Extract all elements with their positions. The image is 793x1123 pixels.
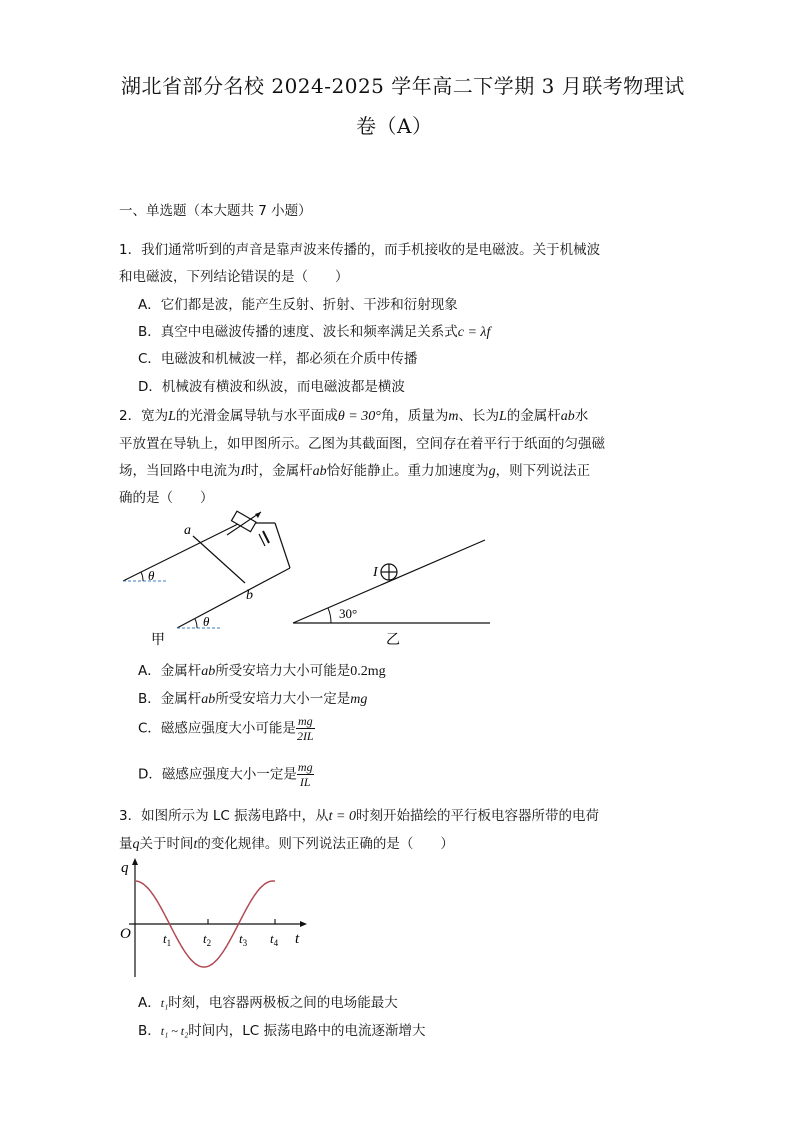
metal-rod-ab bbox=[193, 536, 245, 583]
page-title-line-2: 卷（A） bbox=[356, 114, 433, 138]
angle-30: 30° bbox=[339, 606, 358, 621]
q3-option-a: A．t₁时刻，电容器两极板之间的电场能最大 bbox=[138, 995, 398, 1011]
tick-t4: $t_4$ bbox=[270, 931, 279, 948]
tick-t2: $t_2$ bbox=[203, 931, 212, 948]
q3-graph bbox=[115, 855, 310, 985]
label-I: I bbox=[373, 565, 378, 580]
label-b: b bbox=[246, 588, 253, 603]
section-heading: 一、单选题（本大题共 7 小题） bbox=[119, 203, 312, 219]
q2-stem-line-4: 确的是（ ） bbox=[119, 490, 214, 506]
label-origin: O bbox=[120, 926, 131, 942]
tick-t3: $t_3$ bbox=[239, 931, 248, 948]
angle-theta-upper: θ bbox=[148, 568, 155, 583]
figure-jia bbox=[115, 508, 295, 648]
page-title-line-1: 湖北省部分名校 2024-2025 学年高二下学期 3 月联考物理试 bbox=[121, 74, 685, 98]
q1-stem-line-2: 和电磁波，下列结论错误的是（ ） bbox=[119, 269, 349, 285]
caption-yi: 乙 bbox=[386, 633, 400, 648]
rail-upper bbox=[123, 523, 240, 581]
label-t: t bbox=[295, 931, 300, 947]
q3-option-b: B．t₁ ~ t₂时间内，LC 振荡电路中的电流逐渐增大 bbox=[138, 1023, 426, 1039]
q1-option-a: A．它们都是波，能产生反射、折射、干涉和衍射现象 bbox=[138, 297, 458, 313]
q1-option-b: B．真空中电磁波传播的速度、波长和频率满足关系式c = λf bbox=[138, 324, 491, 340]
q3-stem-line-1: 3．如图所示为 LC 振荡电路中，从t = 0时刻开始描绘的平行板电容器所带的电荷 bbox=[119, 808, 599, 824]
caption-jia: 甲 bbox=[151, 633, 165, 648]
battery-icon bbox=[258, 531, 270, 546]
incline-line bbox=[293, 540, 485, 623]
q1-option-d: D．机械波有横波和纵波，而电磁波都是横波 bbox=[138, 379, 405, 395]
rheostat-icon bbox=[231, 511, 256, 532]
q2-stem-line-3: 场，当回路中电流为I时，金属杆ab恰好能静止。重力加速度为g，则下列说法正 bbox=[119, 463, 591, 479]
q1-stem-line-1: 1．我们通常听到的声音是靠声波来传播的，而手机接收的是电磁波。关于机械波 bbox=[119, 242, 601, 258]
q2-option-d: D．磁感应强度大小一定是 $\frac{mg}{IL}$ bbox=[138, 760, 313, 789]
q2-stem-line-1: 2．宽为L的光滑金属导轨与水平面成θ = 30°角，质量为m、长为L的金属杆ab水 bbox=[119, 408, 589, 424]
label-q: q bbox=[121, 860, 129, 876]
q2-option-c: C．磁感应强度大小可能是 $\frac{mg}{2IL}$ bbox=[138, 714, 314, 743]
angle-theta-lower: θ bbox=[203, 614, 210, 629]
tick-t1: $t_1$ bbox=[163, 931, 172, 948]
q2-stem-line-2: 平放置在导轨上，如甲图所示。乙图为其截面图，空间存在着平行于纸面的匀强磁 bbox=[119, 436, 605, 452]
q2-option-b: B．金属杆ab所受安培力大小一定是mg bbox=[138, 691, 368, 707]
q2-option-a: A．金属杆ab所受安培力大小可能是0.2mg bbox=[138, 663, 386, 679]
q1-option-c: C．电磁波和机械波一样，都必须在介质中传播 bbox=[138, 351, 418, 367]
q3-stem-line-2: 量q关于时间t的变化规律。则下列说法正确的是（ ） bbox=[119, 836, 454, 852]
rail-lower bbox=[177, 568, 290, 628]
label-a: a bbox=[184, 523, 191, 538]
figure-yi bbox=[285, 533, 495, 648]
